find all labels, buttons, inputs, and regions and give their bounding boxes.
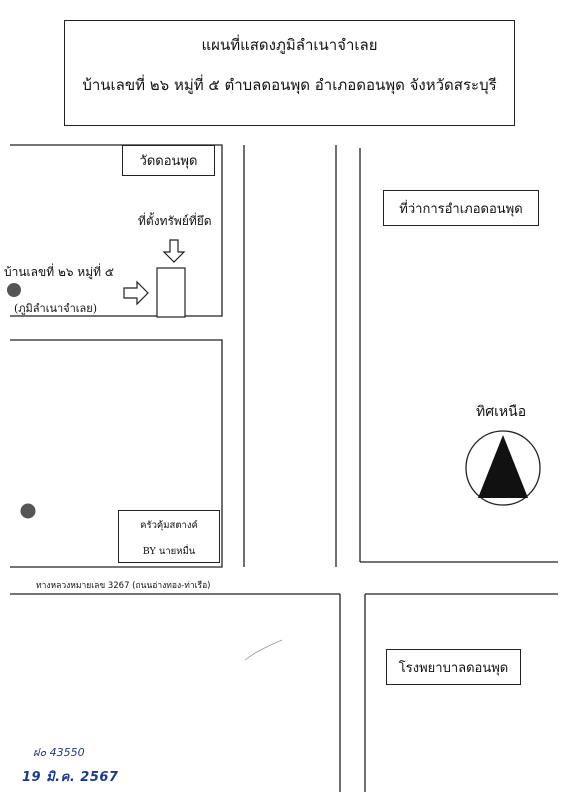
seized-property-box [157,268,185,317]
temple-label: วัดดอนพุด [139,154,198,169]
lower-marker [21,504,36,519]
stamp-code: ฝ๐ 43550 [33,746,85,759]
district-office-label: ที่ว่าการอำเภอดอนพุด [399,201,523,217]
hospital-label: โรงพยาบาลดอนพุด [398,660,509,676]
kitchen-by: BY นายหมื่น [142,546,196,557]
house-number-label: บ้านเลขที่ ๒๖ หมู่ที่ ๕ [4,265,114,279]
seized-property-label: ที่ตั้งทรัพย์ที่ยึด [138,214,212,228]
hospital-box [386,649,521,685]
pen-mark [245,640,282,660]
domicile-marker [7,283,21,297]
temple-box [122,145,215,176]
district-office-box [383,190,539,226]
north-label: ทิศเหนือ [476,404,527,420]
arrow-down-icon [164,240,184,262]
map-address: บ้านเลขที่ ๒๖ หมู่ที่ ๕ ตำบลดอนพุด อำเภอดอนพุด จังหวัดสระบุรี [82,76,497,94]
map-title: แผนที่แสดงภูมิลำเนาจำเลย [201,36,378,54]
domicile-label: (ภูมิลำเนาจำเลย) [14,302,98,315]
kitchen-box [118,510,220,563]
arrow-right-icon [124,282,148,304]
title-box [64,20,515,126]
stamp-date: 19 มิ.ค. 2567 [22,770,119,785]
kitchen-name: ครัวคุ้มสตางค์ [140,520,198,531]
highway-label: ทางหลวงหมายเลข 3267 (ถนนอ่างทอง-ท่าเรือ) [36,581,211,591]
